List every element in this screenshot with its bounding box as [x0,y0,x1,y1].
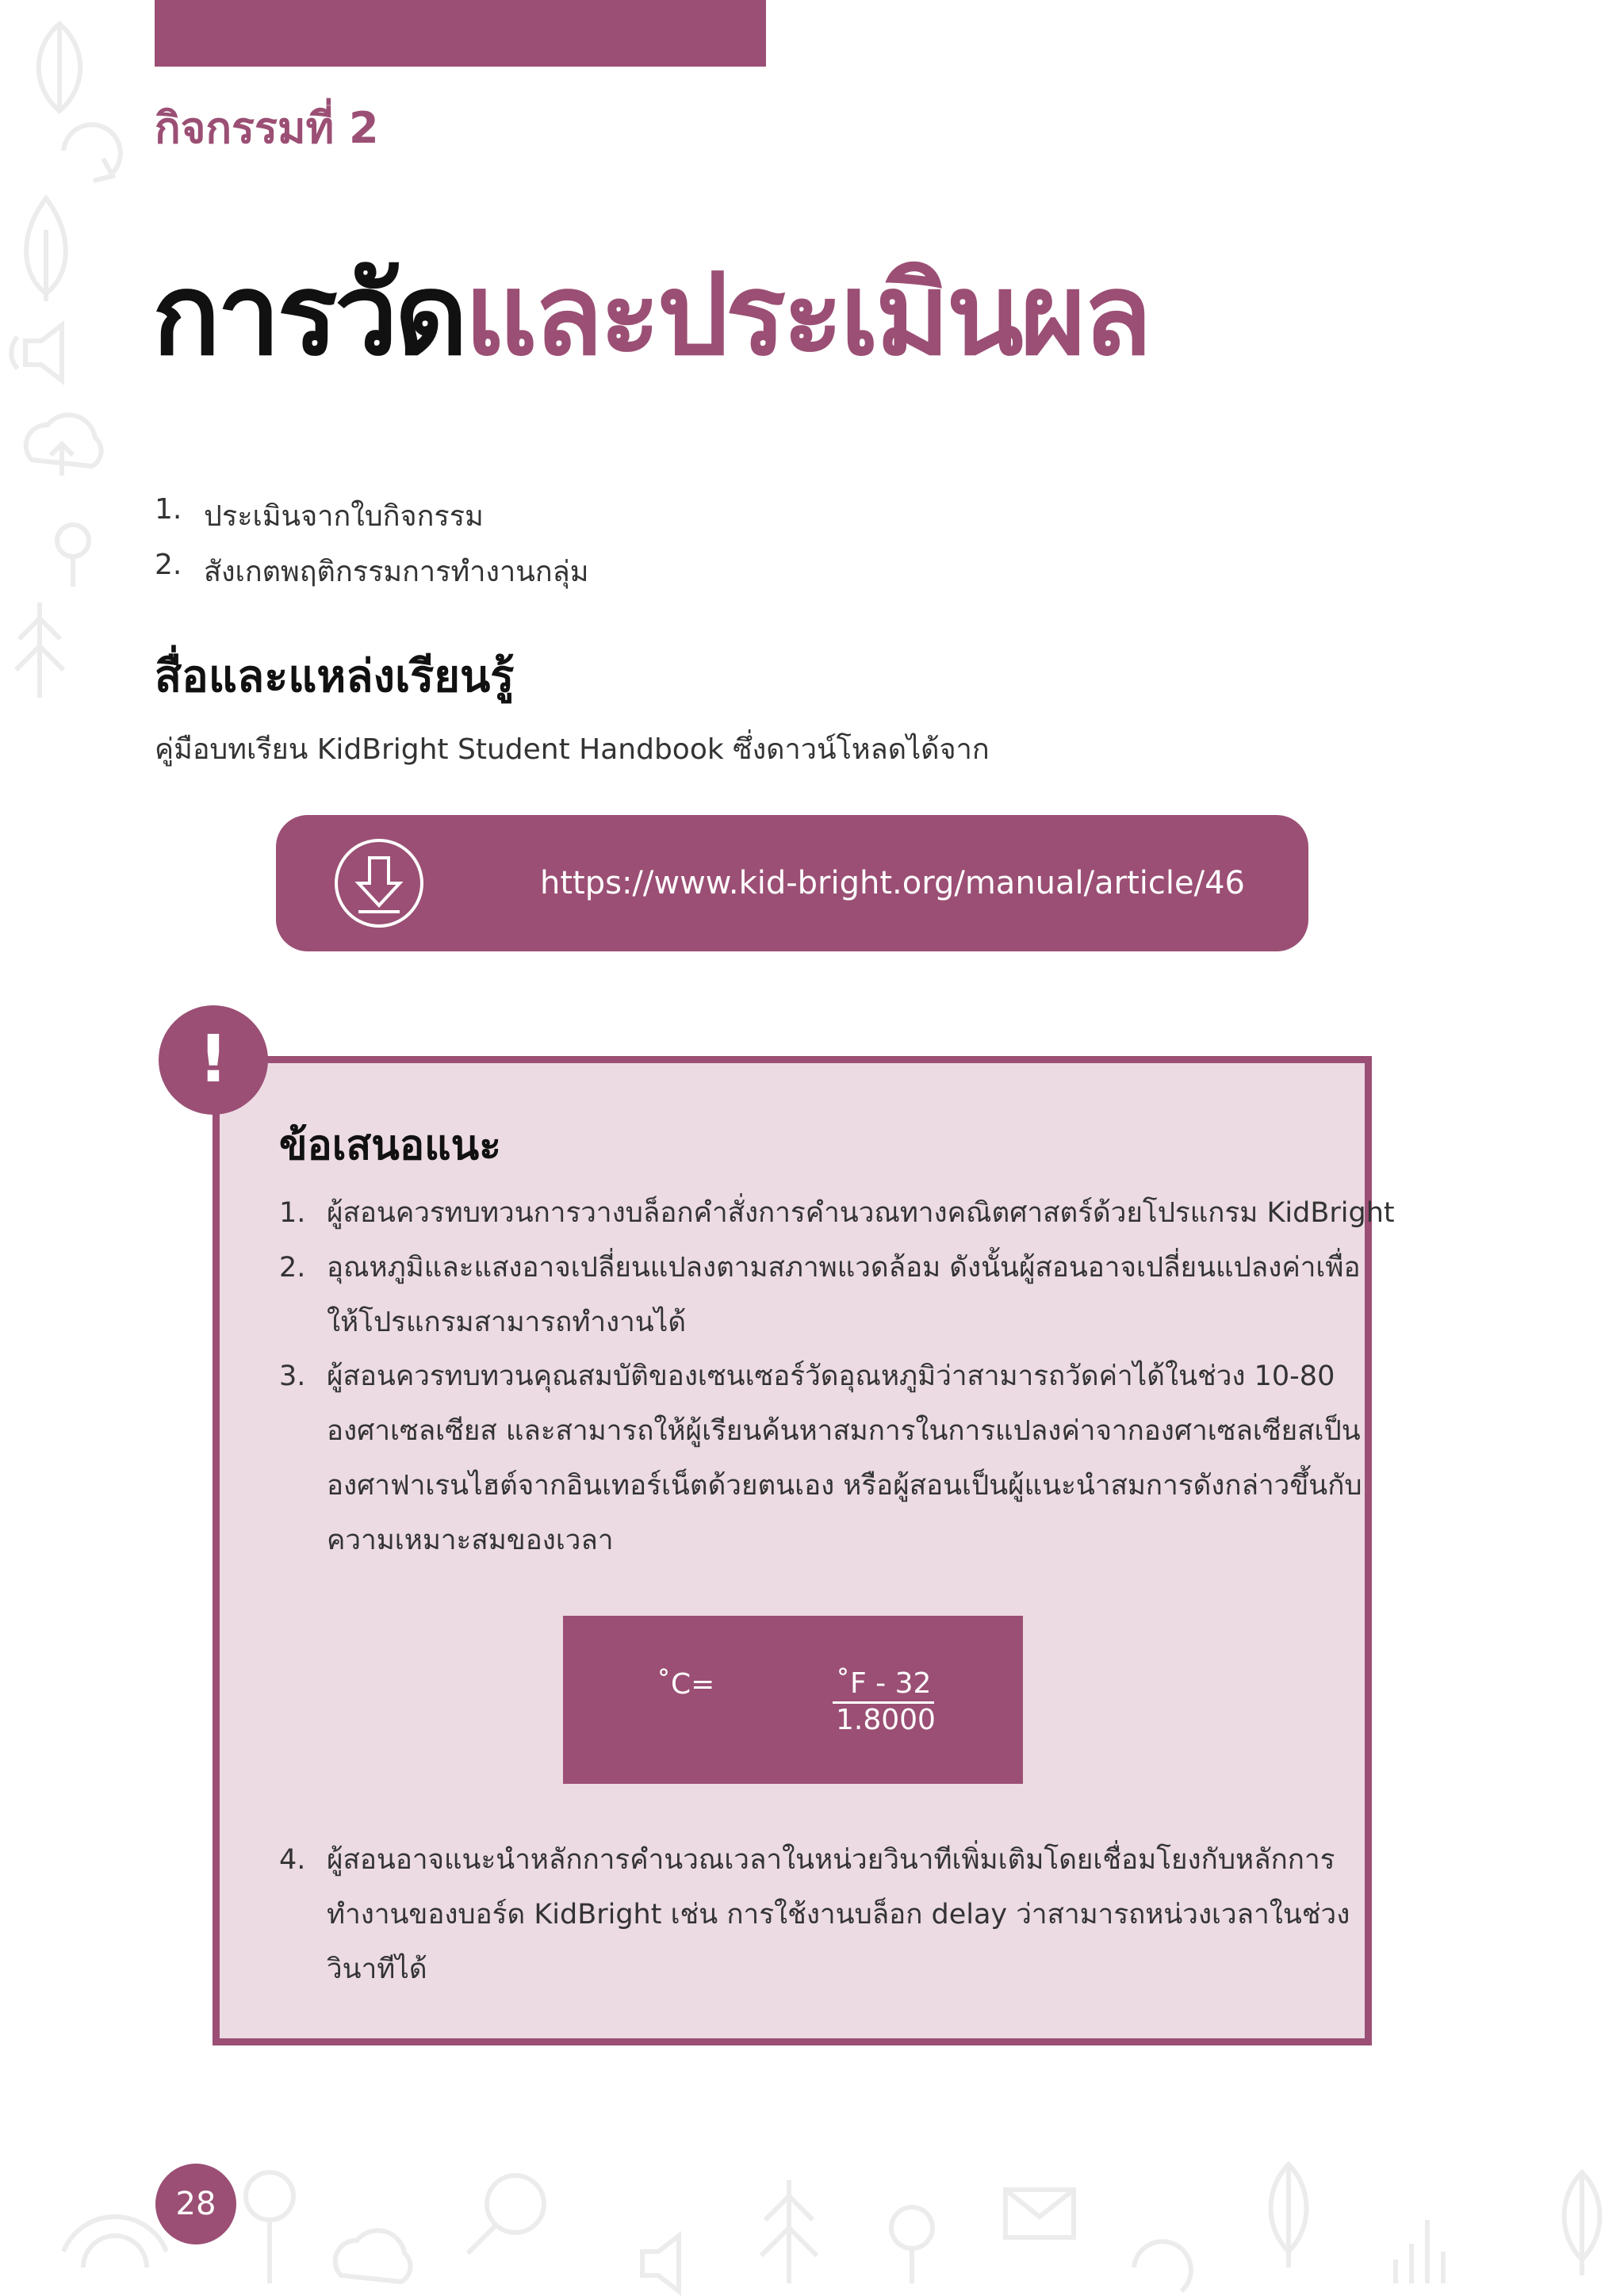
list-item [279,1349,1362,1568]
resources-heading: สื่อและแหล่งเรียนรู้ [155,651,515,702]
pin-icon [891,2207,933,2283]
text-line: ให้โปรแกรมสามารถทำงานได้ [327,1307,687,1338]
text-line: ความเหมาะสมของเวลา [327,1525,614,1556]
leaf-icon [1271,2164,1307,2267]
list-item-text: ประเมินจากใบกิจกรรม [204,500,484,533]
suggestions-heading: ข้อเสนอแนะ [279,1122,502,1169]
formula-numerator: ˚F - 32 [833,1667,934,1704]
list-item [155,549,588,604]
search-icon [468,2175,544,2253]
list-item [155,493,588,549]
download-arrow-icon[interactable] [333,837,425,929]
conversion-formula [563,1616,1023,1784]
activity-label: กิจกรรมที่ 2 [155,103,379,153]
list-item-text [327,1833,1350,1997]
list-item [279,1186,1395,1241]
leaf-icon [39,24,81,111]
resources-description: คู่มือบทเรียน KidBright Student Handbook ซึ่งดาวน์โหลดได้จาก [155,733,990,766]
tree-icon [26,198,66,301]
list-item-number: 2. [155,549,182,581]
formula-lhs: ˚C= [657,1668,715,1701]
download-link-banner[interactable] [276,815,1308,951]
alert-exclamation-icon: ! [159,1005,268,1115]
page-title-part1: การวัด [152,250,465,381]
pin-icon [57,525,89,587]
page-title-part2: และประเมินผล [464,250,1149,381]
list-item-number: 2. [279,1252,306,1284]
cloud-icon [335,2230,411,2282]
page-title [152,250,1149,381]
text-line: องศาฟาเรนไฮต์จากอินเทอร์เน็ตด้วยตนเอง หรือผู้สอนเป็นผู้แนะนำสมการดังกล่าวขึ้นกับ [327,1470,1362,1502]
list-item [279,1833,1350,1997]
header-accent-bar [155,0,766,67]
list-item-number: 3. [279,1360,306,1392]
text-line: วินาทีได้ [327,1954,427,1985]
text-line: ผู้สอนอาจแนะนำหลักการคำนวณเวลาในหน่วยวินาทีเพิ่มเติมโดยเชื่อมโยงกับหลักการ [327,1844,1335,1876]
formula-denominator: 1.8000 [836,1704,936,1736]
list-item [279,1241,1361,1350]
text-line: ผู้สอนควรทบทวนคุณสมบัติของเซนเซอร์วัดอุณหภูมิว่าสามารถวัดค่าได้ในช่วง 10-80 [327,1360,1335,1392]
speaker-icon [642,2236,679,2291]
list-item-number: 4. [279,1844,306,1876]
list-item-text [327,1186,1395,1241]
cloud-icon [26,415,102,476]
text-line: ทำงานของบอร์ด KidBright เช่น การใช้งานบล็อก delay ว่าสามารถหน่วงเวลาในช่วง [327,1899,1350,1931]
pine-icon [16,603,63,698]
list-item-text: สังเกตพฤติกรรมการทำงานกลุ่ม [204,556,589,588]
page-number: 28 [155,2164,236,2244]
wifi-icon [63,2217,167,2267]
text-line: องศาเซลเซียส และสามารถให้ผู้เรียนค้นหาสมการในการแปลงค่าจากองศาเซลเซียสเป็น [327,1415,1361,1447]
pine-icon [761,2180,817,2283]
mail-icon [1005,2190,1074,2237]
refresh-icon [63,124,121,181]
evaluation-list [155,493,588,604]
list-item-number: 1. [279,1197,306,1229]
download-url-link[interactable]: https://www.kid-bright.org/manual/article/46 [540,865,1245,901]
list-item-text [327,1349,1362,1568]
chart-bars-icon [1396,2220,1443,2283]
tree-icon [246,2172,293,2283]
list-item-text [327,1241,1361,1350]
text-line: อุณหภูมิและแสงอาจเปลี่ยนแปลงตามสภาพแวดล้อม ดังนั้นผู้สอนอาจเปลี่ยนแปลงค่าเพื่อ [327,1252,1361,1284]
refresh-icon [1134,2241,1191,2291]
leaf-icon [1565,2172,1600,2275]
text-line: ผู้สอนควรทบทวนการวางบล็อกคำสั่งการคำนวณทางคณิตศาสตร์ด้วยโปรแกรม KidBright [327,1197,1395,1229]
list-item-number: 1. [155,493,182,526]
speaker-icon [11,325,62,381]
